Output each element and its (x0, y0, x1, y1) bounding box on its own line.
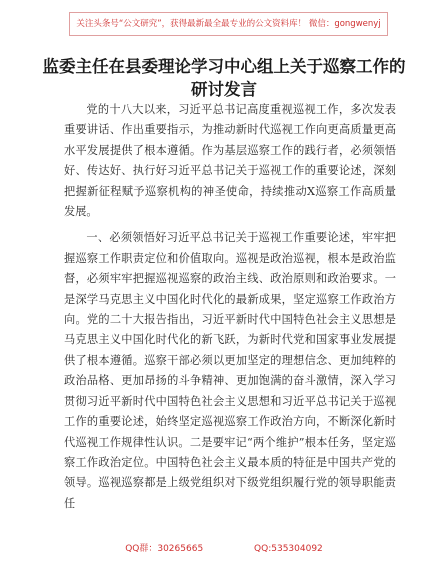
promo-banner: 关注头条号“公文研究”，获得最新最全最专业的公文资料库！ 微信：gongwenyj (69, 12, 388, 36)
paragraph-intro: 党的十八大以来，习近平总书记高度重视巡视工作，多次发表重要讲话、作出重要指示，为推动新时代巡视工作向更高质量更高水平发展提供了根本遵循。作为基层巡察工作的践行者，必须领悟好、传达好、执行好习近平总书记关于巡视工作的重要论述，深刻把握新征程赋予巡察机构的神圣使命，持续推动X巡察工作高质量发展。 (64, 103, 396, 219)
page-footer (0, 541, 448, 554)
document-body (64, 100, 396, 520)
document-title: 监委主任在县委理论学习中心组上关于巡察工作的研讨发言 (42, 57, 406, 99)
footer-qq: QQ:535304092 (254, 544, 323, 554)
paragraph-section-1: 一、必须领悟好习近平总书记关于巡视工作重要论述，牢牢把握巡察工作职责定位和价值取向。巡视是政治巡视，根本是政治监督，必须牢牢把握巡视巡察的政治主线、政治原则和政治要求。一是深学马克思主义中国化时代化的最新成果，坚定巡察工作政治方向。党的二十大报告指出，习近平新时代中国特色社会主义思想是马克思主义中国化时代化的新飞跃，为新时代党和国家事业发展提供了根本遵循。巡察干部必须以更加坚定的理想信念、更加纯粹的政治品格、更加昂扬的斗争精神、更加饱满的奋斗激情，深入学习贯彻习近平新时代中国特色社会主义思想和习近平总书记关于巡视工作的重要论述，始终坚定巡视巡察工作政治方向，不断深化新时代巡视工作规律性认识。二是要牢记“两个维护”根本任务，坚定巡察工作政治定位。中国特色社会主义最本质的特征是中国共产党的领导。巡视巡察都是上级党组织对下级党组织履行党的领导职能责任 (64, 231, 396, 510)
footer-qq-group: QQ群：30265665 (125, 544, 204, 554)
